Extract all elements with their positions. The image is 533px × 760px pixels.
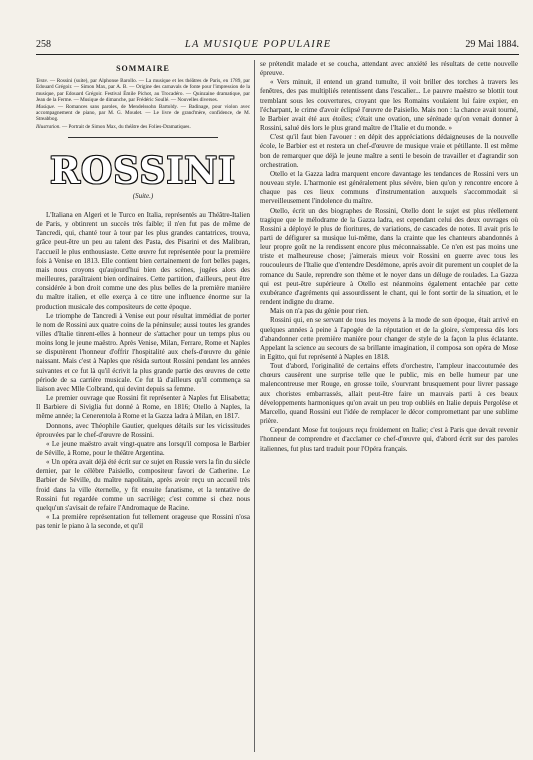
left-paragraph-7: « La première représentation fut tellement orageuse que Rossini n'osa pas tenir le piano à la seconde, et qu'il bbox=[36, 513, 250, 531]
sommaire-musique: Musique. — Romances sans paroles, de Mendelssohn Bartoldy. — Badinage, pour violon avec accompagnement de piano, par M. G. Moudet. — Le livre de grand'mère, confidence, de M. Streabbog. bbox=[36, 103, 250, 123]
left-body bbox=[36, 211, 250, 531]
left-paragraph-3: Le premier ouvrage que Rossini fit représenter à Naples fut Elisabetta; Il Barbiere di Siviglia fut donné à Rome, en 1816; Otello à Naples, la même année; la Cenerentola à Rome et la Gazza ladra à Milan, en 1817. bbox=[36, 394, 250, 421]
sommaire-illustration: Illustration. — Portrait de Simon Max, du théâtre des Folies-Dramatiques. bbox=[36, 123, 191, 130]
right-paragraph-7: Rossini qui, en se servant de tous les moyens à la mode de son époque, était arrivé en quelques années à peine à l'apogée de la réputation et de la gloire, s'empressa dès lors d'abandonner cette première manière pour changer de style de la façon la plus éclatante. Appelant la science au secours de sa brillante imagination, il composa son opéra de Mose in Egitto, qui fut représenté à Naples en 1818. bbox=[260, 316, 518, 361]
left-paragraph-1: L'Italiana en Algeri et le Turco en Italia, représentés au Théâtre-Italien de Paris, y obtinrent un succès très faible; il n'en fut pas de même de Tancredi, qui, chanté tour à tour par les plus grandes cantatrices, trouva, grâce peut-être un peu au talent des Pasta, des Pisarini et des Malibran, l'accueil le plus enthousiaste. Cette œuvre fut représentée pour la première fois à Venise en 1813. Elle contient bien certainement de fort belles pages, mais nous croyons qu'aujourd'hui bien des scènes, jugées alors des meilleures, paraîtraient bien ordinaires. Cette partition, d'ailleurs, peut être considérée à bon droit comme une des plus belles de la première manière du maître italien, et elle exerça à ce titre une influence énorme sur la production musicale des compositeurs de cette époque. bbox=[36, 210, 250, 311]
right-paragraph-6: Mais on n'a pas du génie pour rien. bbox=[270, 307, 369, 316]
right-paragraph-4: Otello et la Gazza ladra marquent encore davantage les tendances de Rossini vers un nouveau style. L'harmonie est généralement plus sévère, bien qu'on y rencontre encore à chaque pas ces lieux communs d'instrumentation auxquels s'accommodait si merveilleusement l'indolence du maître. bbox=[260, 169, 518, 206]
article-subtitle: (Suite.) bbox=[132, 191, 154, 200]
right-paragraph-3: C'est qu'il faut bien l'avouer : en dépit des appréciations dédaigneuses de la nouvelle école, le Barbier est et restera un chef-d'œuvre de musique vraie et pétillante. Il est même bon de remarquer que déjà le jeune maître a senti le besoin de travailler et d'agrandir son orchestration. bbox=[260, 133, 518, 169]
left-paragraph-2: Le triomphe de Tancredi à Venise eut pour résultat immédiat de porter le nom de Rossini aux quatre coins de la péninsule; aussi toutes les grandes villes d'Italie tinrent-elles à honneur de s'attacher pour un temps plus ou moins long le jeune maëstro. Après Venise, Milan, Ferrare, Rome et Naples se disputèrent l'honneur d'offrir l'hospitalité aux chefs-d'œuvre du génie naissant. Mais c'est à Naples que résida surtout Rossini pendant les années suivantes et ce fut là qu'il écrivit la plus grande partie des œuvres de cette période de sa carrière musicale. Ce fut là d'ailleurs qu'il commença sa liaison avec Mlle Colbrand, qui devint depuis sa femme. bbox=[36, 311, 250, 393]
issue-date: 29 Mai 1884. bbox=[465, 39, 519, 50]
column-divider bbox=[254, 60, 255, 752]
article-title: ROSSINI bbox=[49, 149, 237, 192]
journal-title: LA MUSIQUE POPULAIRE bbox=[184, 39, 332, 50]
page-number: 258 bbox=[36, 39, 51, 50]
left-paragraph-4: Donnons, avec Théophile Gautier, quelques détails sur les vicissitudes éprouvées par le chef-d'œuvre de Rossini. bbox=[36, 421, 250, 439]
right-column bbox=[260, 60, 518, 454]
right-paragraph-9: Cependant Mose fut toujours reçu froidement en Italie; c'est à Paris que devait revenir l'honneur de comprendre et d'acclamer ce chef-d'œuvre qui, d'abord écrit sur des paroles italiennes, fut plus tard traduit pour l'Opéra français. bbox=[260, 426, 518, 453]
left-column bbox=[36, 60, 250, 531]
sommaire-title: SOMMAIRE bbox=[116, 64, 170, 73]
sommaire-box bbox=[36, 64, 250, 130]
left-paragraph-6: « Un opéra avait déjà été écrit sur ce sujet en Russie vers la fin du siècle dernier, par le célèbre Paisiello, compositeur favori de Catherine. Le Barbier de Séville, du maître napolitain, après avoir reçu un accueil très froid dans la ville éternelle, y fit ensuite fanatisme, et la tentative de Rossini fut regardée comme un sacrilège; c'est comme si chez nous quelqu'un s'avisait de refaire l'Andromaque de Racine. bbox=[36, 458, 250, 512]
right-paragraph-5: Otello, écrit un des biographes de Rossini, Otello dont le sujet est plus réellement tragique que le mélodrame de la Gazza ladra, est cependant celui des deux ouvrages où Rossini a déployé le plus de fioritures, de variations, de cascades de notes. Il avait pris le parti de défigurer sa musique lui-même, dans la crainte que les chanteurs abandonnés à leur propre goût ne la rendissent encore plus méconnaissable. Ce n'en est pas moins une triste et malheureuse chose; j'aimerais mieux voir Rossini en guerre avec tous les roucouleurs de l'Italie que d'entendre Desdémone, après avoir dit purement un couplet de la romance du Saule, reprendre son thème et le noyer dans un déluge de roulades. La Gazza qui est peut-être supérieure à Otello est néanmoins également entachée par cette exubérance d'agréments qui assourdissent le chant, qui le font sortir de la situation, et le rendent indigne du drame. bbox=[260, 206, 518, 307]
section-separator bbox=[68, 137, 218, 138]
left-paragraph-5: « Le jeune maëstro avait vingt-quatre ans lorsqu'il composa le Barbier de Séville, à Rome, pour le théâtre Argentina. bbox=[36, 439, 250, 457]
right-paragraph-1: se prétendit malade et se coucha, attendant avec anxiété les résultats de cette nouvelle épreuve. bbox=[260, 60, 518, 78]
header-rule bbox=[36, 54, 519, 55]
right-paragraph-8: Tout d'abord, l'originalité de certains effets d'orchestre, l'ampleur inaccoutumée des chœurs causèrent une surprise telle que le public, mis en belle humeur par une malencontreuse mer Rouge, en grosse toile, s'ourvrant brusquement pour livrer passage aux choristes embarrassés, allait peut-être faire un mauvais parti à ces beaux développements harmoniques qu'on avait un peu trop oubliés en Italie depuis Pergolèse et Marcello, quand Rossini eut l'idée de remplacer le décor compromettant par une sublime prière. bbox=[260, 362, 518, 426]
sommaire-texte: Texte. — Rossini (suite), par Alphonse Barollo. — La musique et les théâtres de Paris, en 1789, par Edouard Grégoir. — Simon Max, par A. B. — Origine des carnavals de fonte pour l'impression de la musique, par Edouard Grégoir. Festival Émile Pichot, au Trocadéro. — Quinzaine dramatique, par Jean de la Ferme. — Musique de dimanche, par Frédéric Soullé. — Nouvelles diverses. bbox=[36, 78, 251, 103]
page-header bbox=[36, 38, 519, 52]
right-paragraph-2: « Vers minuit, il entend un grand tumulte, il voit briller des torches à travers les fenêtres, des pas multipliés retentissent dans l'escalier... Le pauvre maëstro se blottit tout tremblant sous les couvertures, croyant que les Romains voulaient lui faire expier, en l'écharpant, le crime d'avoir éclipsé l'œuvre de Paisiello. Mais non : la chance avait tourné, le Barbier avait été aux étoiles; c'était une ovation, une sérénade qu'on venait donner à Rossini, salué dès lors le plus grand maître de l'Italie et du monde. » bbox=[260, 78, 518, 133]
